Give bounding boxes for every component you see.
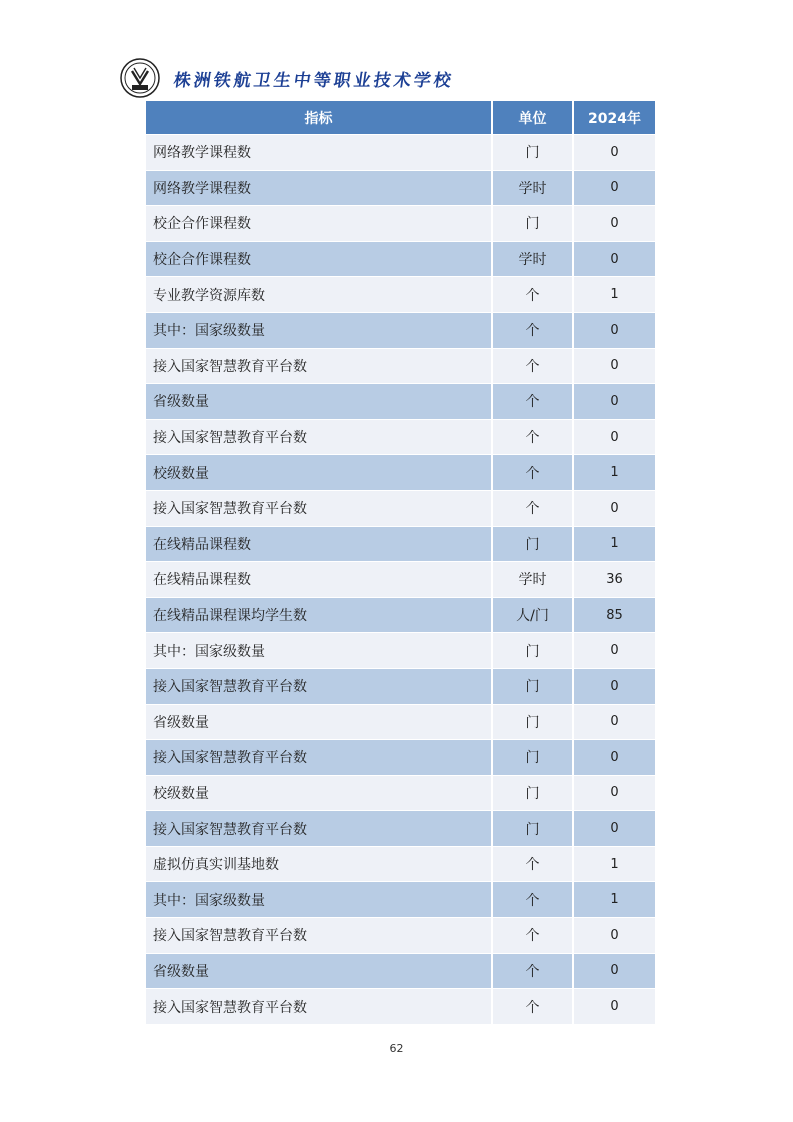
table-row	[146, 882, 655, 918]
row-unit: 门	[492, 704, 573, 740]
row-unit: 学时	[492, 170, 573, 206]
row-name: 在线精品课程数	[146, 562, 492, 598]
row-unit: 学时	[492, 562, 573, 598]
row-name: 在线精品课程课均学生数	[146, 597, 492, 633]
row-name: 省级数量	[146, 384, 492, 420]
row-unit: 门	[492, 811, 573, 847]
row-value: 0	[573, 704, 655, 740]
row-name: 接入国家智慧教育平台数	[146, 348, 492, 384]
row-name: 接入国家智慧教育平台数	[146, 811, 492, 847]
table-row	[146, 241, 655, 277]
row-name: 虚拟仿真实训基地数	[146, 846, 492, 882]
table-row	[146, 312, 655, 348]
row-value: 0	[573, 348, 655, 384]
row-value: 0	[573, 135, 655, 171]
table-row	[146, 135, 655, 171]
row-name: 网络教学课程数	[146, 135, 492, 171]
table-row	[146, 668, 655, 704]
table-row	[146, 740, 655, 776]
row-unit: 个	[492, 989, 573, 1024]
row-value: 0	[573, 206, 655, 242]
row-value: 0	[573, 668, 655, 704]
table-row	[146, 989, 655, 1024]
table-row	[146, 384, 655, 420]
row-value: 0	[573, 989, 655, 1024]
row-name: 校企合作课程数	[146, 241, 492, 277]
row-unit: 门	[492, 668, 573, 704]
row-value: 0	[573, 953, 655, 989]
table-row	[146, 170, 655, 206]
row-unit: 个	[492, 490, 573, 526]
row-name: 校级数量	[146, 775, 492, 811]
row-unit: 个	[492, 918, 573, 954]
row-value: 0	[573, 918, 655, 954]
row-unit: 个	[492, 348, 573, 384]
row-value: 1	[573, 277, 655, 313]
row-name: 其中：国家级数量	[146, 633, 492, 669]
row-name: 接入国家智慧教育平台数	[146, 918, 492, 954]
table-header-row	[146, 101, 655, 135]
row-name: 省级数量	[146, 704, 492, 740]
school-name: 株洲铁航卫生中等职业技术学校	[172, 70, 456, 91]
row-value: 0	[573, 633, 655, 669]
column-header-year: 2024年	[573, 101, 655, 135]
row-value: 1	[573, 882, 655, 918]
row-name: 校企合作课程数	[146, 206, 492, 242]
row-name: 校级数量	[146, 455, 492, 491]
table-row	[146, 597, 655, 633]
row-value: 1	[573, 455, 655, 491]
table-row	[146, 348, 655, 384]
row-unit: 个	[492, 384, 573, 420]
row-value: 0	[573, 740, 655, 776]
row-name: 在线精品课程数	[146, 526, 492, 562]
row-name: 其中：国家级数量	[146, 882, 492, 918]
row-value: 0	[573, 170, 655, 206]
column-header-unit: 单位	[492, 101, 573, 135]
row-unit: 学时	[492, 241, 573, 277]
table-row	[146, 419, 655, 455]
row-name: 接入国家智慧教育平台数	[146, 490, 492, 526]
table-row	[146, 633, 655, 669]
row-unit: 个	[492, 953, 573, 989]
row-value: 36	[573, 562, 655, 598]
page-header	[120, 56, 454, 100]
row-unit: 个	[492, 882, 573, 918]
row-name: 接入国家智慧教育平台数	[146, 668, 492, 704]
row-value: 0	[573, 241, 655, 277]
row-name: 网络教学课程数	[146, 170, 492, 206]
table-row	[146, 526, 655, 562]
row-unit: 门	[492, 206, 573, 242]
school-logo-icon	[120, 58, 160, 98]
row-name: 接入国家智慧教育平台数	[146, 989, 492, 1024]
table-row	[146, 918, 655, 954]
row-value: 1	[573, 526, 655, 562]
row-value: 0	[573, 811, 655, 847]
table-row	[146, 206, 655, 242]
row-value: 1	[573, 846, 655, 882]
row-name: 其中：国家级数量	[146, 312, 492, 348]
table-row	[146, 846, 655, 882]
row-value: 0	[573, 419, 655, 455]
row-unit: 门	[492, 775, 573, 811]
row-value: 0	[573, 490, 655, 526]
row-value: 0	[573, 775, 655, 811]
row-unit: 门	[492, 135, 573, 171]
row-unit: 个	[492, 419, 573, 455]
row-name: 省级数量	[146, 953, 492, 989]
row-unit: 个	[492, 455, 573, 491]
table-row	[146, 277, 655, 313]
table-row	[146, 562, 655, 598]
column-header-indicator: 指标	[146, 101, 492, 135]
table-row	[146, 490, 655, 526]
row-name: 接入国家智慧教育平台数	[146, 419, 492, 455]
page-number: 62	[389, 1042, 404, 1055]
row-value: 0	[573, 312, 655, 348]
table-row	[146, 953, 655, 989]
row-unit: 门	[492, 740, 573, 776]
row-unit: 门	[492, 633, 573, 669]
row-unit: 个	[492, 277, 573, 313]
row-unit: 门	[492, 526, 573, 562]
row-unit: 人/门	[492, 597, 573, 633]
row-value: 0	[573, 384, 655, 420]
row-unit: 个	[492, 312, 573, 348]
table-row	[146, 455, 655, 491]
row-value: 85	[573, 597, 655, 633]
row-unit: 个	[492, 846, 573, 882]
row-name: 专业教学资源库数	[146, 277, 492, 313]
table-row	[146, 775, 655, 811]
indicator-table	[146, 101, 655, 1024]
table-row	[146, 811, 655, 847]
row-name: 接入国家智慧教育平台数	[146, 740, 492, 776]
table-row	[146, 704, 655, 740]
